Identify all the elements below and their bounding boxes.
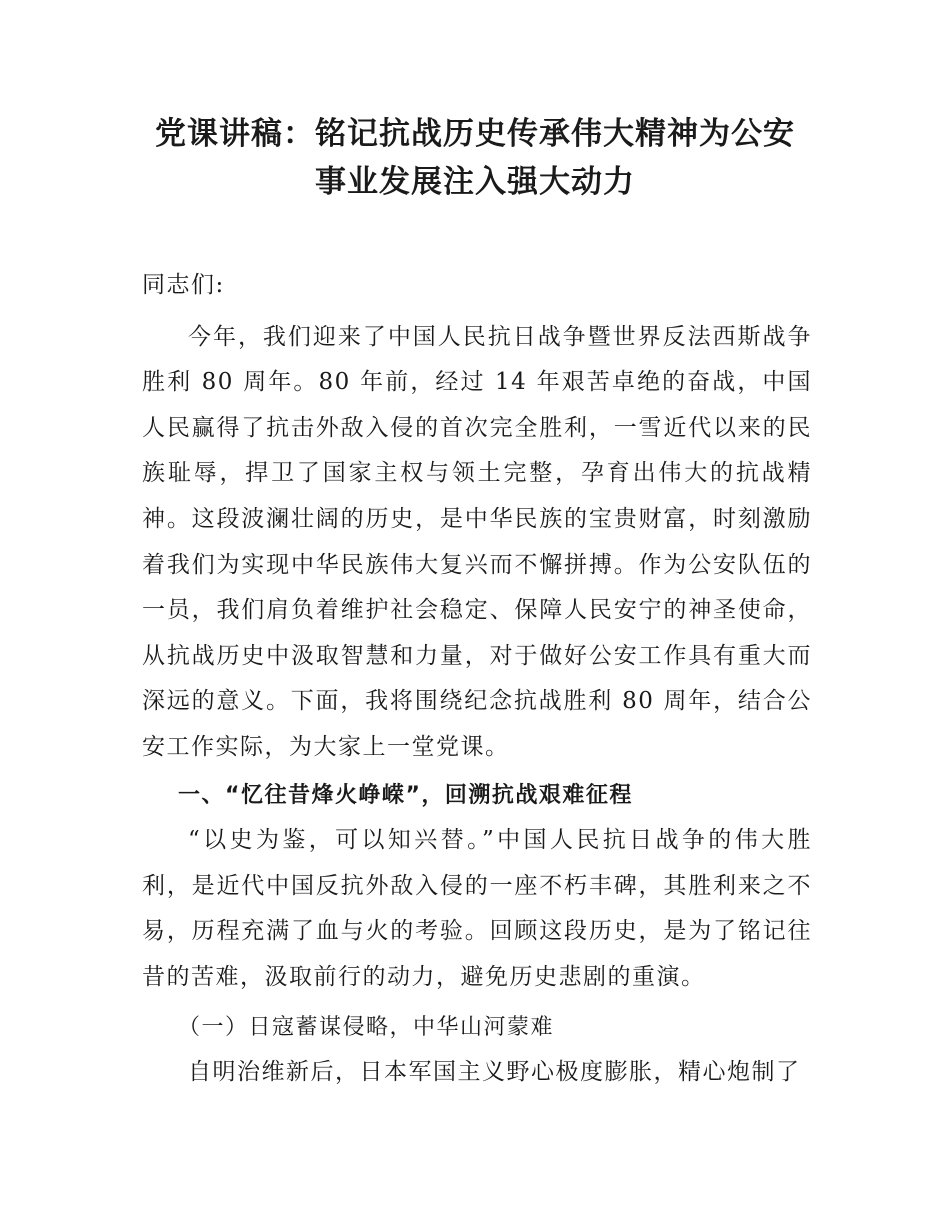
greeting: 同志们:	[142, 272, 225, 298]
paragraph-intro: 今年，我们迎来了中国人民抗日战争暨世界反法西斯战争胜利 80 周年。80 年前，经过 14 年艰苦卓绝的奋战，中国人民赢得了抗击外敌入侵的首次完全胜利，一雪近代以来的民族耻辱，捍卫了国家主权与领土完整，孕育出伟大的抗战精神。这段波澜壮阔的历史，是中华民族的宝贵财富，时刻激励着我们为实现中华民族伟大复兴而不懈拼搏。作为公安队伍的一员，我们肩负着维护社会稳定、保障人民安宁的神圣使命，从抗战历史中汲取智慧和力量，对于做好公安工作具有重大而深远的意义。下面，我将围绕纪念抗战胜利 80 周年，结合公安工作实际，为大家上一堂党课。	[142, 323, 812, 760]
document-body	[142, 263, 812, 1096]
document-title	[100, 110, 850, 206]
paragraph-subsection-1: 自明治维新后，日本军国主义野心极度膨胀，精心炮制了	[188, 1059, 801, 1086]
subsection-heading-1: （一）日寇蓄谋侵略，中华山河蒙难	[178, 1014, 555, 1040]
title-line-2: 事业发展注入强大动力	[315, 164, 635, 200]
paragraph-section-1: “以史为鉴，可以知兴替。”中国人民抗日战争的伟大胜利，是近代中国反抗外敌入侵的一座不朽丰碑，其胜利来之不易，历程充满了血与火的考验。回顾这段历史，是为了铭记往昔的苦难，汲取前行的动力，避免历史悲剧的重演。	[142, 827, 812, 990]
section-heading-1: 一、“忆往昔烽火峥嵘”，回溯抗战艰难征程	[178, 782, 633, 808]
title-line-1: 党课讲稿：铭记抗战历史传承伟大精神为公安	[155, 116, 795, 152]
